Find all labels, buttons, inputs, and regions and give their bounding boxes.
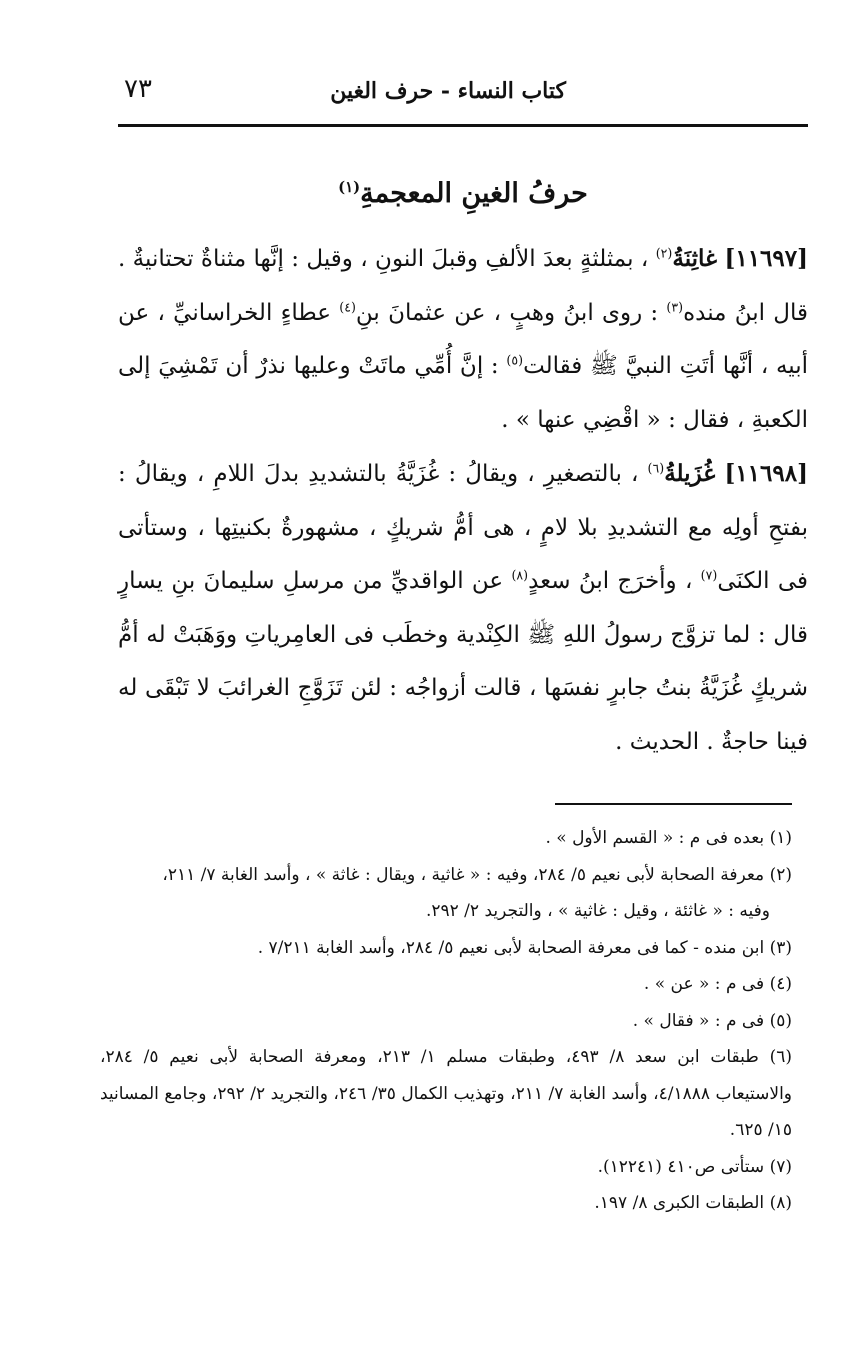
footnotes <box>100 820 792 1222</box>
footnote-text: بعده فى م : « القسم الأول » . <box>545 828 765 848</box>
footnote-ref: (٢) <box>655 245 673 261</box>
section-title-text: حرفُ الغينِ المعجمةِ <box>360 178 588 209</box>
entry-text: عطاءٍ الخراسانيِّ ، عن أبيه ، أنَّها أتَتِ النبيَّ ﷺ فقالت <box>118 299 809 379</box>
entry-name: غاثِنَةُ <box>672 245 718 272</box>
footnote <box>100 1149 792 1186</box>
footnote-label: (٢) <box>769 864 792 885</box>
running-header-title: كتاب النساء - حرف الغين <box>330 78 566 104</box>
footnote-ref: (٨) <box>511 567 529 583</box>
entry-text: : إنَّ أُمِّي ماتَتْ وعليها نذرٌ أن تَمْشِيَ إلى الكعبةِ ، فقال : « اقْضِي عنها » . <box>118 353 808 433</box>
entry-number: [١١٦٩٨] <box>724 460 808 487</box>
section-title-note: (١) <box>338 178 361 196</box>
footnote-text: فى م : « فقال » . <box>632 1010 765 1031</box>
footnote-label: (١) <box>769 828 792 848</box>
entry-11697 <box>118 232 808 447</box>
footnote-ref: (٧) <box>700 567 718 583</box>
footnote-label: (٥) <box>769 1010 792 1031</box>
entry-text: ، وأخرَج ابنُ سعدٍ <box>528 568 693 594</box>
footnote-text: الطبقات الكبرى ٨/ ١٩٧. <box>594 1193 765 1213</box>
footnote <box>100 966 792 1003</box>
footnote-continuation: وفيه : « غاثئة ، وقيل : غاثية » ، والتجريد ٢/ ٢٩٢. <box>425 901 770 921</box>
footnote <box>100 1003 792 1040</box>
footnote-label: (٨) <box>769 1193 792 1213</box>
footnote <box>100 1039 792 1149</box>
running-header <box>118 72 806 112</box>
footnote-label: (٤) <box>769 974 792 994</box>
header-rule <box>118 124 808 127</box>
footnote-label: (٦) <box>769 1047 793 1067</box>
page-number: ٧٣ <box>124 74 152 104</box>
footnote <box>100 820 792 857</box>
footnote-text: طبقات ابن سعد ٨/ ٤٩٣، وطبقات مسلم ١/ ٢١٣، ومعرفة الصحابة لأبى نعيم ٥/ ٢٨٤، والاستيعاب ٤/١٨٨٨، وأسد الغابة ٧/ ٢١١، وتهذيب الكمال ٣٥/ ٢٤٦، والتجريد ٢/ ٢٩٢، وجامع المسانيد ١٥/ ٦٢٥. <box>100 1047 792 1140</box>
footnote-label: (٧) <box>769 1156 792 1177</box>
main-text <box>118 232 808 769</box>
footnote-ref: (٥) <box>506 352 524 368</box>
footnote-text: معرفة الصحابة لأبى نعيم ٥/ ٢٨٤، وفيه : « غاثية ، ويقال : غاثة » ، وأسد الغابة ٧/ ٢١١، <box>162 864 765 885</box>
footnote-text: فى م : « عن » . <box>643 974 765 994</box>
footnote-label: (٣) <box>769 937 792 958</box>
footnote-ref: (٦) <box>647 460 665 476</box>
footnote-text: ستأتى ص٤١٠ (١٢٢٤١). <box>597 1156 765 1177</box>
footnote-ref: (٤) <box>339 298 356 314</box>
footnote-ref: (٣) <box>666 298 684 314</box>
entry-name: غُزَيلةُ <box>664 460 716 487</box>
entry-text: : روى ابنُ وهبٍ ، عن عثمانَ بنِ <box>355 299 659 326</box>
footnote-text: ابن منده - كما فى معرفة الصحابة لأبى نعيم ٥/ ٢٨٤، وأسد الغابة ٧/٢١١ . <box>257 937 765 958</box>
footnote-rule <box>555 803 792 805</box>
entry-text: عن الواقديِّ من مرسلِ سليمانَ بنِ يسارٍ قال : لما تزوَّج رسولُ اللهِ ﷺ الكِنْدية وخطَب فى العامِرياتِ ووَهَبَتْ له أمُّ شريكٍ غُزَيَّةُ بنتُ جابرٍ نفسَها ، قالت أزواجُه : لئن تَزَوَّجِ الغرائبَ لا تَبْقَى له فينا حاجةٌ . الحديث . <box>118 568 808 755</box>
entry-11698 <box>118 447 808 769</box>
footnote <box>100 857 792 894</box>
entry-number: [١١٦٩٧] <box>724 245 809 272</box>
footnote <box>100 1185 792 1222</box>
entry-text: ، بالتصغيرِ ، ويقالُ : غُزَيَّةُ بالتشديدِ بدلَ اللامِ ، ويقالُ : بفتحِ أولِه مع التشديدِ بلا لامٍ ، هى أمُّ شريكٍ ، مشهورةٌ بكنيتِها ، وستأتى فى الكنَى <box>118 461 808 594</box>
footnote <box>100 930 792 967</box>
section-title <box>118 178 808 209</box>
entry-text: ، بمثلثةٍ بعدَ الألفِ وقبلَ النونِ ، وقيل : إنَّها مثناةٌ تحتانيةٌ . قال ابنُ منده <box>118 246 808 326</box>
